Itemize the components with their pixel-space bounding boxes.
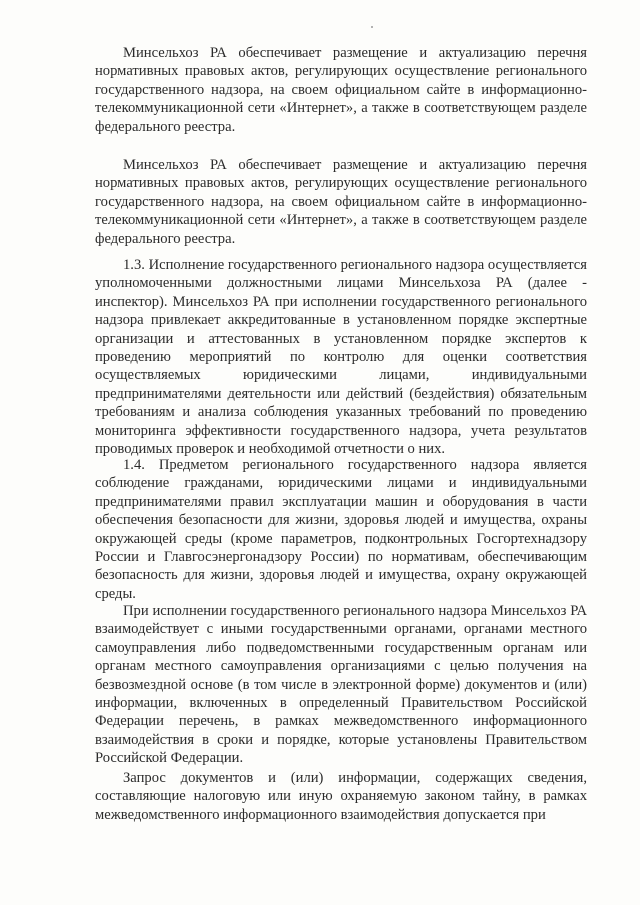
paragraph-site-publication-2: Минсельхоз РА обеспечивает размещение и актуализацию перечня нормативных правовых актов, регулирующих осуществление регионального государственного надзора, на своем официальном сайте в информационно-телекоммуникационной сети «Интернет», а также в соответствующем разделе федерального реестра. bbox=[95, 157, 587, 247]
paragraph-site-publication-1: Минсельхоз РА обеспечивает размещение и актуализацию перечня нормативных правовых актов, регулирующих осуществление регионального государственного надзора, на своем официальном сайте в информационно-телекоммуникационной сети «Интернет», а также в соответствующем разделе федерального реестра. bbox=[95, 45, 587, 135]
paragraph-1-3-inspectors: 1.3. Исполнение государственного регионального надзора осуществляется уполномоченными должностными лицами Минсельхоза РА (далее - инспектор). Минсельхоз РА при исполнении государственного регионального надзора привлекает аккредитованные в установленном порядке экспертные организации и аттестованных в установленном порядке экспертов к проведению мероприятий по контролю для оценки соответствия осуществляемых юридическими лицами, индивидуальными предпринимателями деятельности или действий (бездействия) обязательным требованиям и анализа соблюдения указанных требований по проведению мониторинга эффективности государственного надзора, учета результатов проводимых проверок и необходимой отчетности о них. bbox=[95, 257, 587, 458]
paragraph-information-request: Запрос документов и (или) информации, содержащих сведения, составляющие налоговую или иную охраняемую законом тайну, в рамках межведомственного информационного взаимодействия допускается при bbox=[95, 770, 587, 823]
scan-artifact-dot bbox=[371, 26, 373, 28]
paragraph-interagency-interaction: При исполнении государственного регионального надзора Минсельхоз РА взаимодействует с иными государственными органами, органами местного самоуправления либо подведомственными государственным органам или органам местного самоуправления организациями с целью получения на безвозмездной основе (в том числе в электронной форме) документов и (или) информации, включенных в определенный Правительством Российской Федерации перечень, в рамках межведомственного информационного взаимодействия в сроки и порядке, которые установлены Правительством Российской Федерации. bbox=[95, 603, 587, 767]
paragraph-1-4-subject: 1.4. Предметом регионального государственного надзора является соблюдение гражданами, юридическими лицами и индивидуальными предпринимателями правил эксплуатации машин и оборудования в части обеспечения безопасности для жизни, здоровья людей и имущества, охраны окружающей среды (кроме параметров, подконтрольных Госгортехнадзору России и Главгосэнергонадзору России) по нормативам, обеспечивающим безопасность для жизни, здоровья людей и имущества, охрану окружающей среды. bbox=[95, 457, 587, 602]
